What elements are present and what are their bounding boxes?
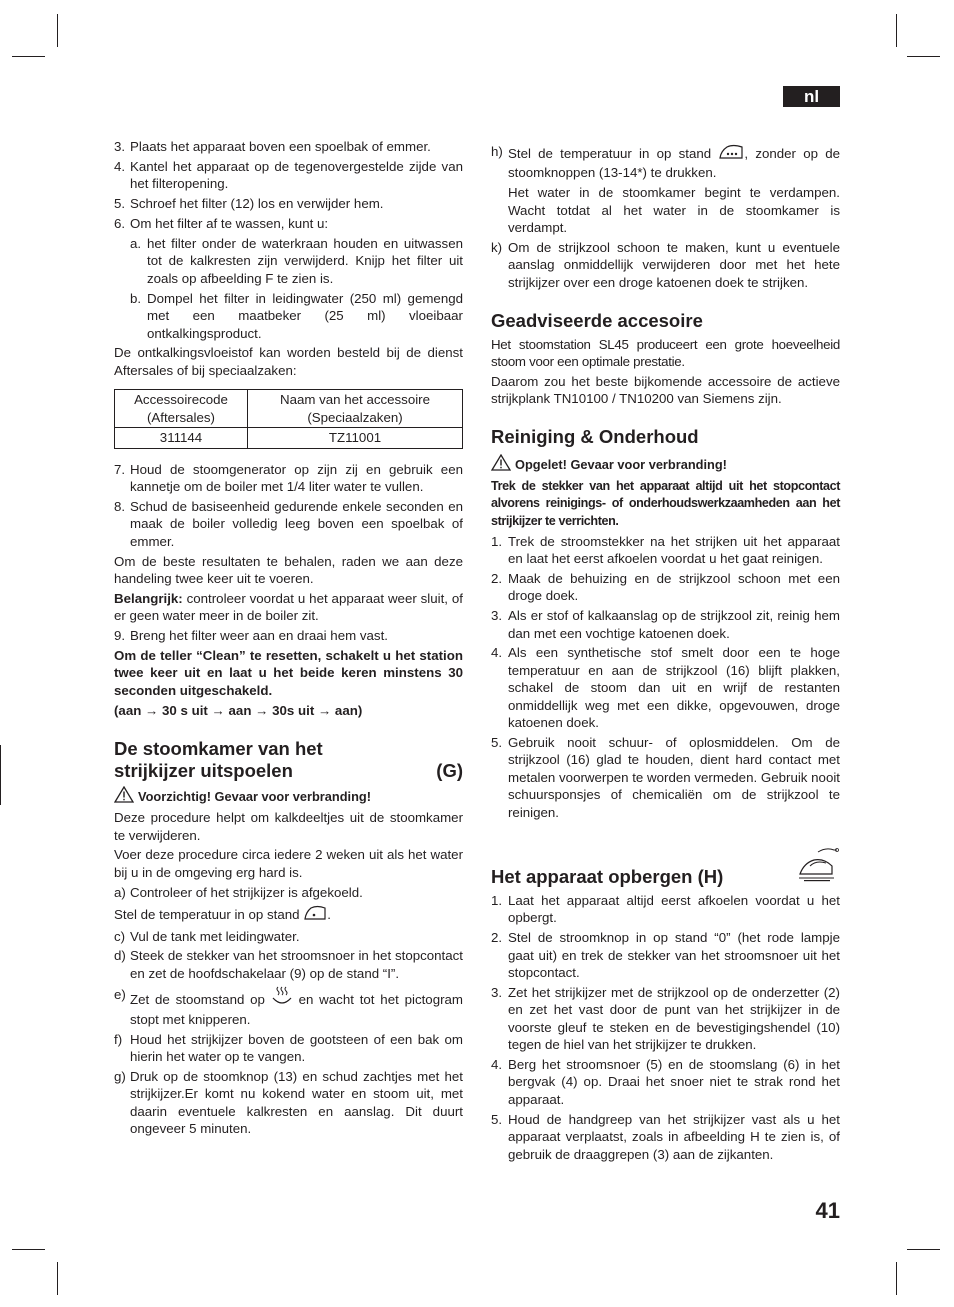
table-cell: TZ11001 xyxy=(248,428,463,448)
list-item: 6. Om het filter af te wassen, kunt u: xyxy=(114,216,329,232)
list-item: 4. Als een synthetische stof smelt door een te hoge temperatuur en aan de strijkzool (16) blijft plakken, schakel de stoom dan uit en wrijf de restanten onmiddellijk weg met een dikke, opgevouwen, droge katoenen doek. xyxy=(491,645,840,731)
warning-icon xyxy=(114,786,134,807)
iron-dots-icon xyxy=(303,904,327,925)
important-text: controleer voordat u het apparaat weer sluit, of er geen water meer in de boiler zit. xyxy=(114,590,463,624)
reset-sequence: (aan → 30 s uit → aan → 30s uit → aan) xyxy=(114,702,363,718)
list-item: 5. Schroef het filter (12) los en verwijder hem. xyxy=(114,196,384,212)
accessory-title: Geadviseerde accesoire xyxy=(491,309,703,331)
crop-mark xyxy=(907,1249,940,1250)
sub-list-item: b. Dompel het filter in leidingwater (250 ml) gemengd met een maatbeker (25 ml) vloeibaar ontkalkingsproduct. xyxy=(130,290,463,341)
list-item: 9. Breng het filter weer aan en draai hem vast. xyxy=(114,628,388,644)
list-item: d) Steek de stekker van het stroomsnoer in het stopcontact en zet de hoofdschakelaar (9) op de stand “I”. xyxy=(114,948,463,981)
list-item: 3. Plaats het apparaat boven een spoelbak of emmer. xyxy=(114,139,431,154)
h-continuation: Het water in de stoomkamer begint te verdampen. Wacht totdat al het water in de stoomkamer is verdampt. xyxy=(508,185,840,236)
table-header-cell: Naam van het accessoire (Speciaalzaken) xyxy=(248,390,463,428)
crop-mark xyxy=(896,1262,897,1295)
left-column: 3. Plaats het apparaat boven een spoelbak of emmer. 4. Kantel het apparaat op de tegenovergestelde zijde van het filteropening. 5. Schroef het filter (12) los en verwijder hem. 6. Om het filter af te wassen, kunt u: a. het filter onder de waterkraan houden en uitwassen tot de kalkresten zijn verwijderd. Knijp het filter uit zoals op afbeelding F te zien is. b. Dompel het filter in leidingwater (250 ml) gemengd met een maatbeker (25 ml) vloeibaar ontkalkingsproduct. De ontkalkingsvloeistof kan worden besteld bij de dienst Aftersales of bij speciaalzaken: Accessoirecode (Aftersales) Naam van het accessoire (Speciaalzaken) 311144 TZ11001 7. Houd de stoomgenerator op zijn zij en gebruik een kannetje om de boiler met 1/4 liter water te vullen. 8. Schud de basiseenheid gedurende enkele seconden en maak de boiler volledig leeg boven een spoelbak of emmer. Om de beste resultaten te behalen, raden we aan deze handeling twee keer uit te voeren. Belangrijk: controleer voordat u het apparaat weer sluit, of er geen water meer in de boiler zit. 9. Breng het filter weer aan en draai hem vast. Om de teller “Clean” te resetten, schakelt u het station twee keer uit en laat u het beide keren minstens 30 seconden uitgeschakeld. (aan → 30 s uit → aan → 30s uit → aan) De stoomkamer van het strijkijzer uitspoelen (G) Voorzichtig! Gevaar voor verbranding! Deze procedure helpt om kalkdeeltjes uit de stoomkamer te verwijderen. Voer deze procedure circa iedere 2 weken uit als het water bij u in de omgeving erg hard is. a) Controleer of het strijkijzer is afgekoeld. Stel de temperatuur in op stand . c) Vul de tank met leidingwater. d) Steek de stekker van het stroomsnoer in het stopcontact en zet de hoofdschakelaar (9) op de stand “I”. e) Zet de stoomstand op en wacht tot het pictogram stopt met knipperen. f) Houd het strijkijzer boven de gootsteen of een bak om hierin het water op te vangen. g) Druk op de stoomknop (13) en schud zachtjes met het strijkijzer.Er komt nu kokend water en stoom uit, met daarin eventuele kalkresten en aanslag. Dit duurt ongeveer 5 minuten. xyxy=(114,139,463,1137)
iron-storage-icon xyxy=(796,846,840,888)
section-g-tag: (G) xyxy=(436,759,463,781)
list-item: 1. Laat het apparaat altijd eerst afkoelen voordat u het opbergt. xyxy=(491,892,840,926)
list-item: 5. Houd de handgreep van het strijkijzer vast als u het apparaat verplaatst, zoals in afbeelding H te zien is, of gebruik de draaggrepen (3) aan de zijkanten. xyxy=(491,1111,840,1162)
list-item: 1. Trek de stroomstekker na het strijken uit het apparaat en laat het eerst afkoelen voordat u het gaat reinigen. xyxy=(491,533,840,566)
cleaning-bold-note: Trek de stekker van het apparaat altijd uit het stopcontact alvorens reinigings- of onderhoudswerkzaamheden aan het strijkijzer te verrichten. xyxy=(491,478,840,528)
important-note xyxy=(114,590,463,625)
crop-mark xyxy=(896,14,897,47)
table-header-cell: Accessoirecode (Aftersales) xyxy=(115,390,248,428)
list-item: 2. Stel de stroomknop in op stand “0” (het rode lampje gaat uit) en trek de stekker van het stroomsnoer uit het stopcontact. xyxy=(491,930,840,981)
accessory-table xyxy=(114,389,463,448)
warning-line: Voorzichtig! Gevaar voor verbranding! xyxy=(114,786,463,807)
storage-title: Het apparaat opbergen (H) xyxy=(491,865,724,887)
crop-mark xyxy=(57,14,58,47)
important-label: Belangrijk: xyxy=(114,590,183,606)
list-item: 4. Kantel het apparaat op de tegenovergestelde zijde van het filteropening. xyxy=(114,158,463,192)
list-item: k) Om de strijkzool schoon te maken, kunt u eventuele aanslag onmiddellijk verwijderen door met het hete strijkijzer over een droge katoenen doek te strijken. xyxy=(491,240,840,290)
order-note: De ontkalkingsvloeistof kan worden besteld bij de dienst Aftersales of bij speciaalzaken: xyxy=(114,345,463,378)
page-number: 41 xyxy=(815,1198,840,1223)
list-item: c) Vul de tank met leidingwater. xyxy=(114,928,300,944)
list-item: 3. Als er stof of kalkaanslag op de strijkzool zit, reinig hem dan met een vochtige katoenen doek. xyxy=(491,608,840,641)
warning-icon xyxy=(491,454,511,475)
crop-mark xyxy=(907,56,940,57)
cleaning-title: Reiniging & Onderhoud xyxy=(491,426,699,448)
crop-mark xyxy=(57,1262,58,1295)
list-item: 2. Maak de behuizing en de strijkzool schoon met een droge doek. xyxy=(491,570,840,604)
list-item: h) Stel de temperatuur in op stand , zonder op de stoomknoppen (13-14*) te drukken. xyxy=(491,144,841,181)
list-item: e) Zet de stoomstand op en wacht tot het pictogram stopt met knipperen. xyxy=(114,987,463,1027)
list-item: a) Controleer of het strijkijzer is afgekoeld. xyxy=(114,884,363,900)
list-item: g) Druk op de stoomknop (13) en schud zachtjes met het strijkijzer.Er komt nu kokend water en stoom uit, met daarin eventuele kalkresten en aanslag. Dit duurt ongeveer 5 minuten. xyxy=(114,1068,463,1137)
accessory-paragraph: Daarom zou het beste bijkomende accessoire de actieve strijkplank TN10100 / TN10200 van Siemens zijn. xyxy=(491,374,840,407)
crop-mark xyxy=(12,56,45,57)
list-item: 8. Schud de basiseenheid gedurende enkele seconden en maak de boiler volledig leeg boven een spoelbak of emmer. xyxy=(114,498,463,549)
accessory-paragraph: Het stoomstation SL45 produceert een grote hoeveelheid stoom voor een optimale prestatie. xyxy=(491,336,840,370)
table-cell: 311144 xyxy=(115,428,248,448)
crop-mark xyxy=(12,1249,45,1250)
temperature-setting: Stel de temperatuur in op stand . xyxy=(114,904,463,925)
binding-mark xyxy=(0,745,1,805)
language-tab: nl xyxy=(783,86,840,107)
iron-three-dots-icon xyxy=(718,143,744,164)
list-item: 3. Zet het strijkijzer met de strijkzool op de onderzetter (2) en zet het vast door de punt van het strijkijzer in de voorste gleuf te steken en de bevestigingshendel (10) tegen de hiel van het strijkijzer te drukken. xyxy=(491,984,840,1053)
list-item: 7. Houd de stoomgenerator op zijn zij en gebruik een kannetje om de boiler met 1/4 liter water te vullen. xyxy=(114,461,463,494)
sub-list-item: a. het filter onder de waterkraan houden en uitwassen tot de kalkresten zijn verwijderd. Knijp het filter uit zoals op afbeelding F te zien is. xyxy=(130,236,463,286)
best-results-note: Om de beste resultaten te behalen, raden we aan deze handeling twee keer uit te voeren. xyxy=(114,553,463,586)
list-item: 4. Berg het stroomsnoer (5) en de stoomslang (6) in het bergvak (4) op. Draai het snoer niet te strak rond het apparaat. xyxy=(491,1057,840,1107)
warning-line: Opgelet! Gevaar voor verbranding! xyxy=(491,454,840,475)
steam-icon xyxy=(271,986,293,1010)
right-column xyxy=(491,143,840,1166)
reset-instruction: Om de teller “Clean” te resetten, schakelt u het station twee keer uit en laat u het beide keren minstens 30 seconden uitgeschakeld. xyxy=(114,648,463,698)
section-g-title: De stoomkamer van het strijkijzer uitspoelen (G) xyxy=(114,737,463,781)
list-item: 5. Gebruik nooit schuur- of oplosmiddelen. Om de strijkzool (16) glad te houden, dient hard contact met metalen voorwerpen te worden vermeden. Gebruik nooit schuursponsjes of chemicaliën om de strijkzool te reinigen. xyxy=(491,734,840,820)
list-item: f) Houd het strijkijzer boven de gootsteen of een bak om hierin het water op te vangen. xyxy=(114,1031,463,1064)
